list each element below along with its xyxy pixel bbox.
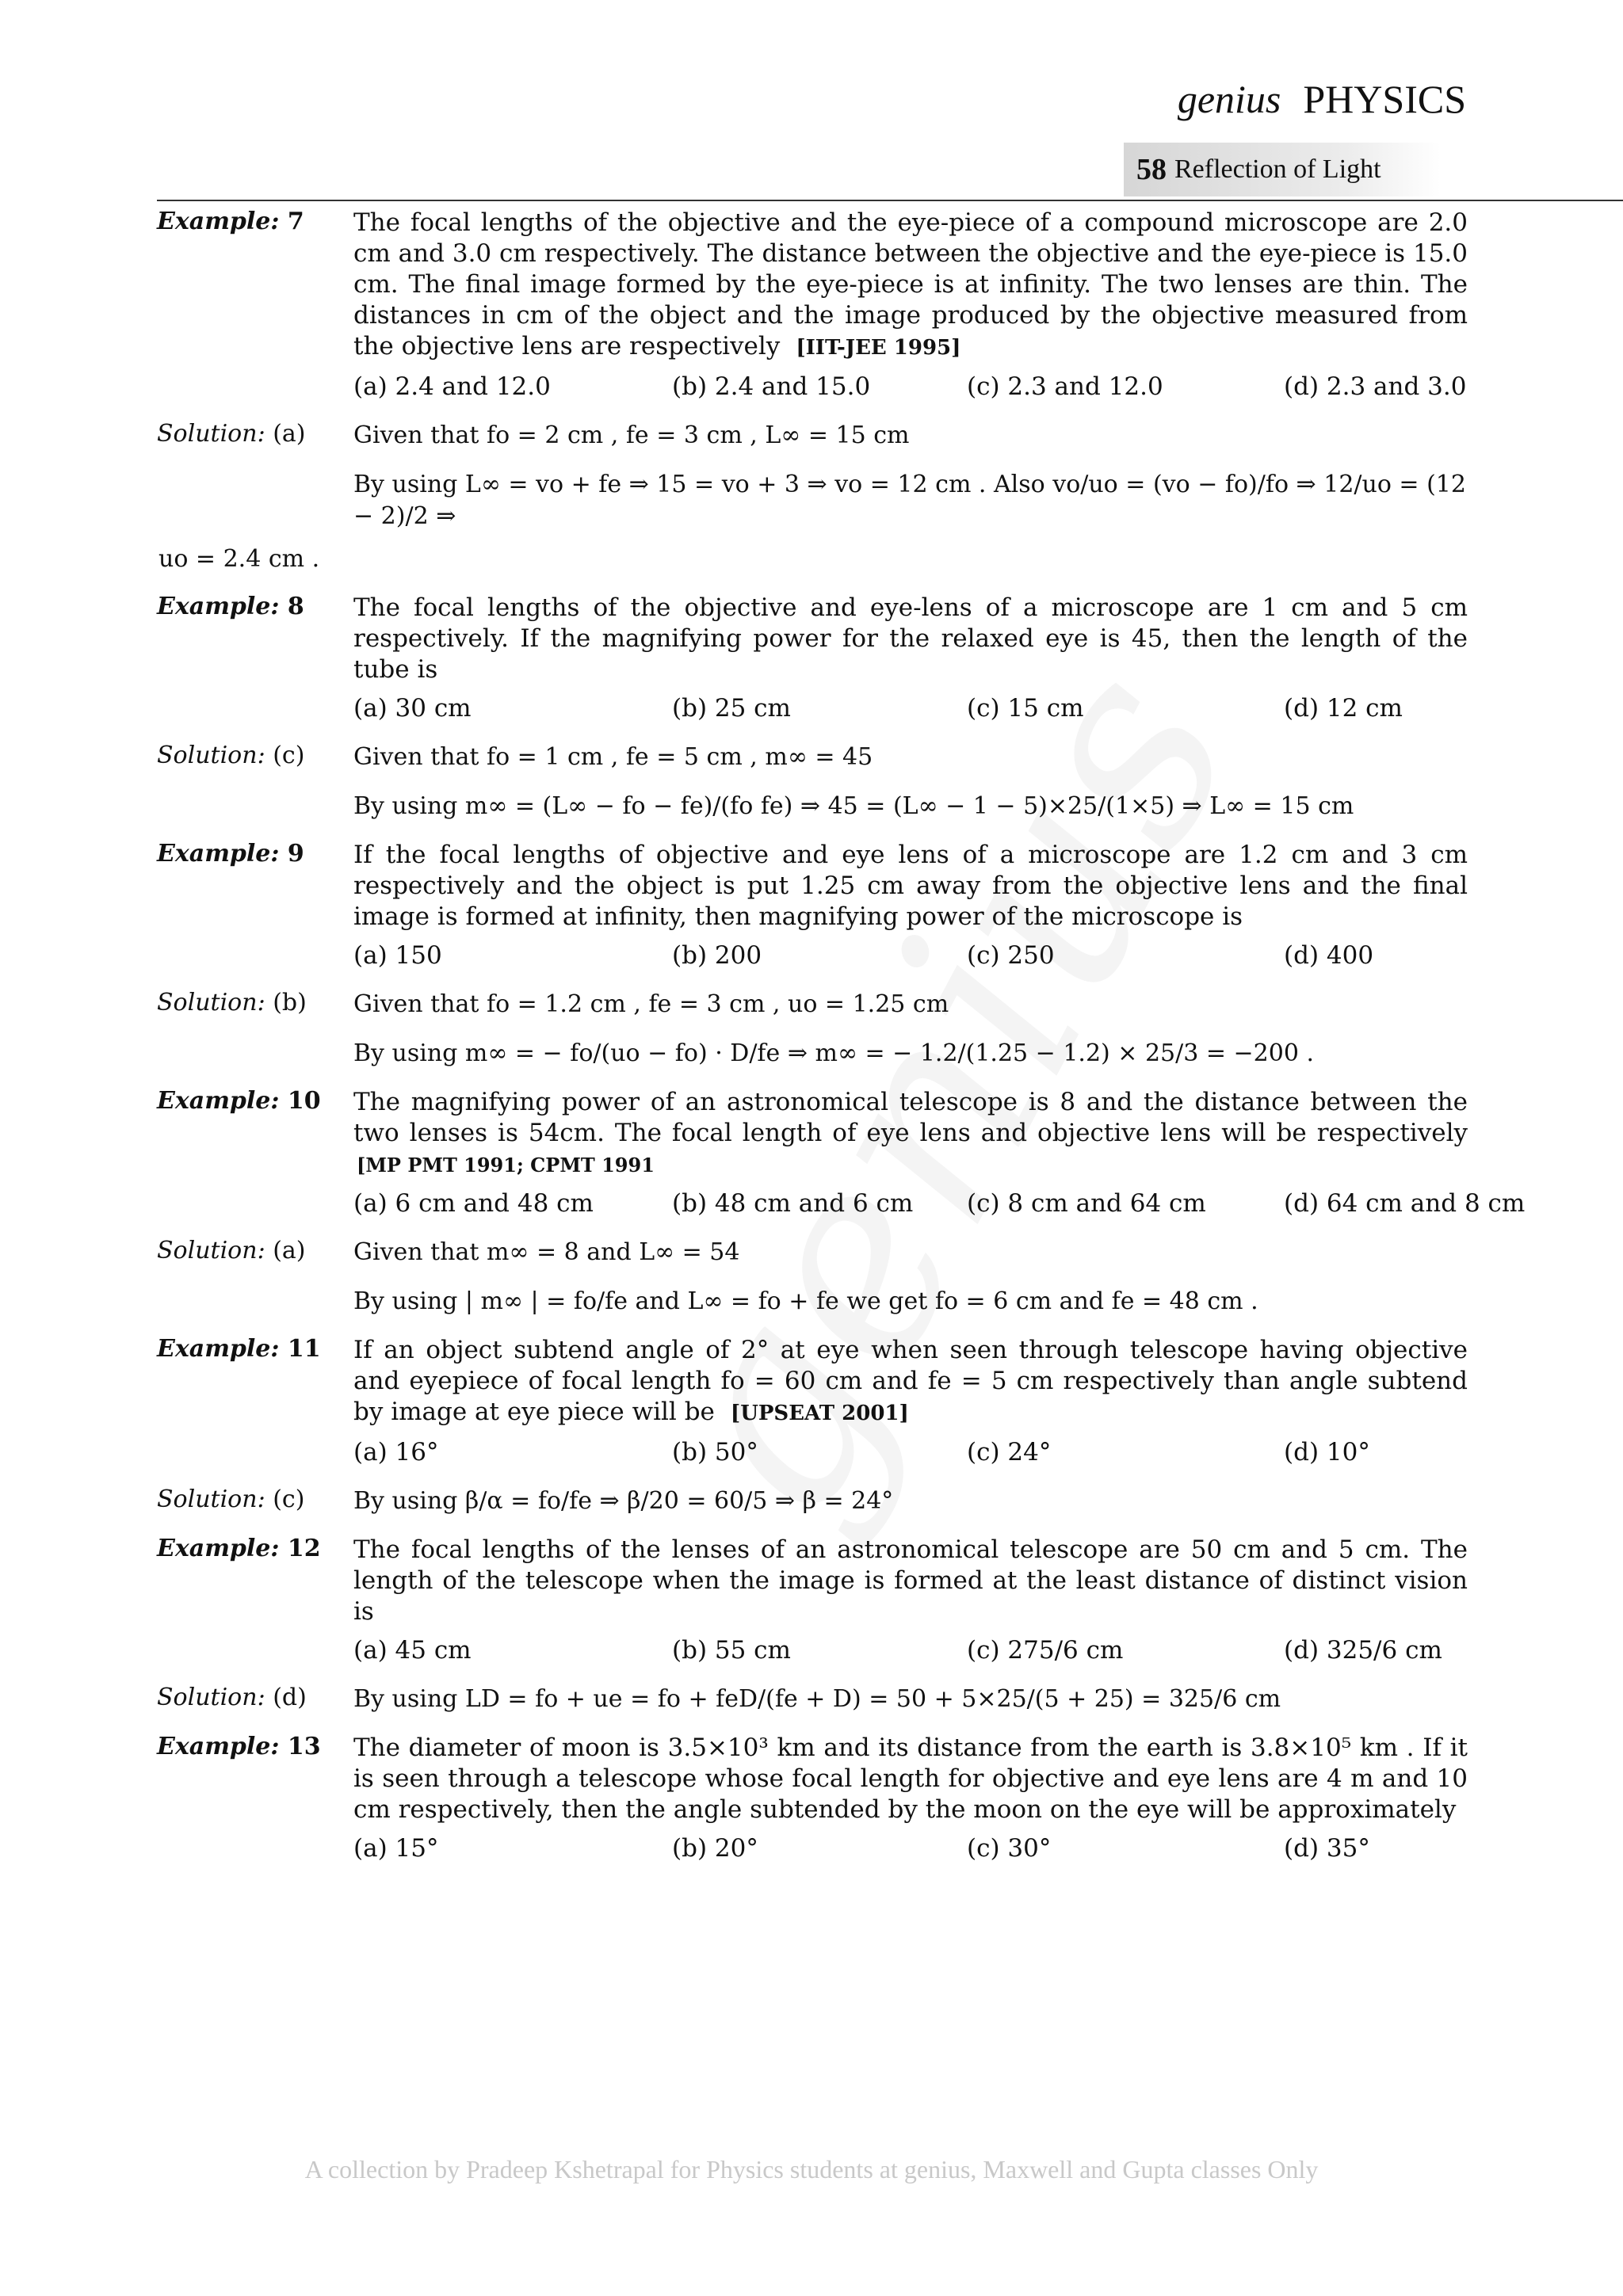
option-b: (b) 2.4 and 15.0 [672, 372, 871, 401]
solution-line: By using m∞ = − fo/(uo − fo) · D/fe ⇒ m∞ = − 1.2/(1.25 − 1.2) × 25/3 = −200 . [353, 1039, 1315, 1067]
example-text: If an object subtend angle of 2° at eye when seen through telescope having objective and eyepiece of focal length fo = 60 cm and fe = 5 cm respectively than angle subtend by image at eye piece will be [UPSEAT 2001] [353, 1336, 1468, 1426]
solution-label: Solution: (a) [157, 420, 306, 448]
option-c: (c) 15 cm [967, 694, 1084, 723]
solution-label: Solution: (a) [157, 1237, 306, 1264]
solution-10 [0, 1237, 1623, 1318]
example-text: The focal lengths of the lenses of an astronomical telescope are 50 cm and 5 cm. The length of the telescope when the image is formed at the least distance of distinct vision is [353, 1535, 1468, 1626]
option-d: (d) 35° [1284, 1834, 1370, 1863]
option-c: (c) 24° [967, 1438, 1052, 1466]
option-a: (a) 15° [353, 1834, 439, 1863]
option-c: (c) 275/6 cm [967, 1636, 1124, 1665]
solution-line: Given that m∞ = 8 and L∞ = 54 [353, 1238, 740, 1266]
options [353, 1437, 1468, 1468]
brand-physics: PHYSICS [1303, 77, 1466, 121]
chapter-title: Reflection of Light [1174, 154, 1381, 184]
example-label: Example: 9 [157, 840, 304, 868]
options [353, 1635, 1468, 1666]
option-a: (a) 150 [353, 941, 442, 970]
exam-source: [MP PMT 1991; CPMT 1991 [357, 1154, 655, 1177]
example-label: Example: 12 [157, 1535, 321, 1562]
example-text: The magnifying power of an astronomical telescope is 8 and the distance between the two lenses is 54cm. The focal length of eye lens and objective lens will be respectively [MP PMT 1991; CPMT 1991 [353, 1088, 1468, 1177]
exam-source: [UPSEAT 2001] [730, 1402, 909, 1425]
options [353, 1188, 1526, 1219]
solution-line: Given that fo = 1.2 cm , fe = 3 cm , uo = 1.25 cm [353, 990, 949, 1018]
solution-label: Solution: (d) [157, 1684, 307, 1711]
option-a: (a) 2.4 and 12.0 [353, 372, 551, 401]
footer-note: A collection by Pradeep Kshetrapal for Physics students at genius, Maxwell and Gupta classes Only [304, 2155, 1319, 2183]
header-brand [1178, 76, 1466, 122]
example-13 [0, 1733, 1623, 1864]
solution-line: By using L∞ = vo + fe ⇒ 15 = vo + 3 ⇒ vo = 12 cm . Also vo/uo = (vo − fo)/fo ⇒ 12/uo = (12 − 2)/2 ⇒ [353, 471, 1466, 530]
example-9 [0, 840, 1623, 971]
option-b: (b) 20° [672, 1834, 758, 1863]
option-c: (c) 8 cm and 64 cm [967, 1189, 1206, 1218]
exam-source: [IIT-JEE 1995] [796, 336, 961, 360]
chapter-box [1124, 143, 1441, 196]
solution-label: Solution: (c) [157, 742, 305, 769]
solution-8 [0, 742, 1623, 822]
example-12 [0, 1535, 1623, 1666]
solution-line: By using β/α = fo/fe ⇒ β/20 = 60/5 ⇒ β = 24° [353, 1487, 894, 1515]
options [353, 693, 1468, 724]
option-d: (d) 325/6 cm [1284, 1636, 1442, 1665]
example-label: Example: 13 [157, 1733, 321, 1760]
solution-label: Solution: (b) [157, 989, 307, 1016]
brand-genius: genius [1177, 77, 1281, 121]
option-a: (a) 16° [353, 1438, 439, 1466]
option-d: (d) 2.3 and 3.0 [1284, 372, 1467, 401]
options [353, 372, 1468, 402]
example-text: The diameter of moon is 3.5×10³ km and its distance from the earth is 3.8×10⁵ km . If it is seen through a telescope whose focal length for objective and eye lens are 4 m and 10 cm respectively, then the angle subtended by the moon on the eye will be approximately [353, 1733, 1468, 1824]
example-text: The focal lengths of the objective and the eye-piece of a compound microscope are 2.0 cm and 3.0 cm respectively. The distance between the objective and the eye-piece is 15.0 cm. The final image formed by the eye-piece is at infinity. The two lenses are thin. The distances in cm of the object and the image produced by the objective measured from the objective lens are respectively [IIT-JEE 1995] [353, 208, 1468, 360]
options [353, 1833, 1468, 1864]
solution-9 [0, 989, 1623, 1070]
example-label: Example: 11 [157, 1335, 321, 1363]
example-label: Example: 7 [157, 208, 304, 235]
option-b: (b) 50° [672, 1438, 758, 1466]
option-c: (c) 30° [967, 1834, 1052, 1863]
option-a: (a) 45 cm [353, 1636, 472, 1665]
example-label: Example: 8 [157, 593, 304, 620]
option-d: (d) 10° [1284, 1438, 1370, 1466]
example-text: If the focal lengths of objective and eye lens of a microscope are 1.2 cm and 3 cm respectively and the object is put 1.25 cm away from the objective lens and the final image is formed at infinity, then magnifying power of the microscope is [353, 841, 1468, 931]
options [353, 940, 1468, 971]
header-rule [157, 200, 1623, 201]
solution-line: Given that fo = 2 cm , fe = 3 cm , L∞ = 15 cm [353, 421, 910, 449]
example-label: Example: 10 [157, 1087, 321, 1115]
solution-line: By using LD = fo + ue = fo + feD/(fe + D) = 50 + 5×25/(5 + 25) = 325/6 cm [353, 1685, 1281, 1713]
option-a: (a) 30 cm [353, 694, 472, 723]
solution-line: Given that fo = 1 cm , fe = 5 cm , m∞ = 45 [353, 743, 873, 771]
solution-12 [0, 1684, 1623, 1715]
option-a: (a) 6 cm and 48 cm [353, 1189, 594, 1218]
example-8 [0, 593, 1623, 724]
solution-line: uo = 2.4 cm . [158, 545, 320, 573]
option-d: (d) 400 [1284, 941, 1374, 970]
content [0, 208, 1623, 1864]
page-number: 58 [1136, 153, 1167, 186]
option-b: (b) 55 cm [672, 1636, 791, 1665]
solution-label: Solution: (c) [157, 1486, 305, 1513]
solution-7 [0, 420, 1623, 575]
option-b: (b) 48 cm and 6 cm [672, 1189, 914, 1218]
solution-line: By using m∞ = (L∞ − fo − fe)/(fo fe) ⇒ 45 = (L∞ − 1 − 5)×25/(1×5) ⇒ L∞ = 15 cm [353, 792, 1354, 820]
option-d: (d) 12 cm [1284, 694, 1403, 723]
example-11 [0, 1335, 1623, 1468]
example-7 [0, 208, 1623, 402]
option-b: (b) 200 [672, 941, 762, 970]
solution-line: By using | m∞ | = fo/fe and L∞ = fo + fe we get fo = 6 cm and fe = 48 cm . [353, 1287, 1258, 1315]
option-c: (c) 250 [967, 941, 1055, 970]
example-text: The focal lengths of the objective and eye-lens of a microscope are 1 cm and 5 cm respectively. If the magnifying power for the relaxed eye is 45, then the length of the tube is [353, 593, 1468, 684]
option-b: (b) 25 cm [672, 694, 791, 723]
solution-11 [0, 1486, 1623, 1517]
option-d: (d) 64 cm and 8 cm [1284, 1189, 1526, 1218]
example-10 [0, 1087, 1623, 1219]
option-c: (c) 2.3 and 12.0 [967, 372, 1163, 401]
